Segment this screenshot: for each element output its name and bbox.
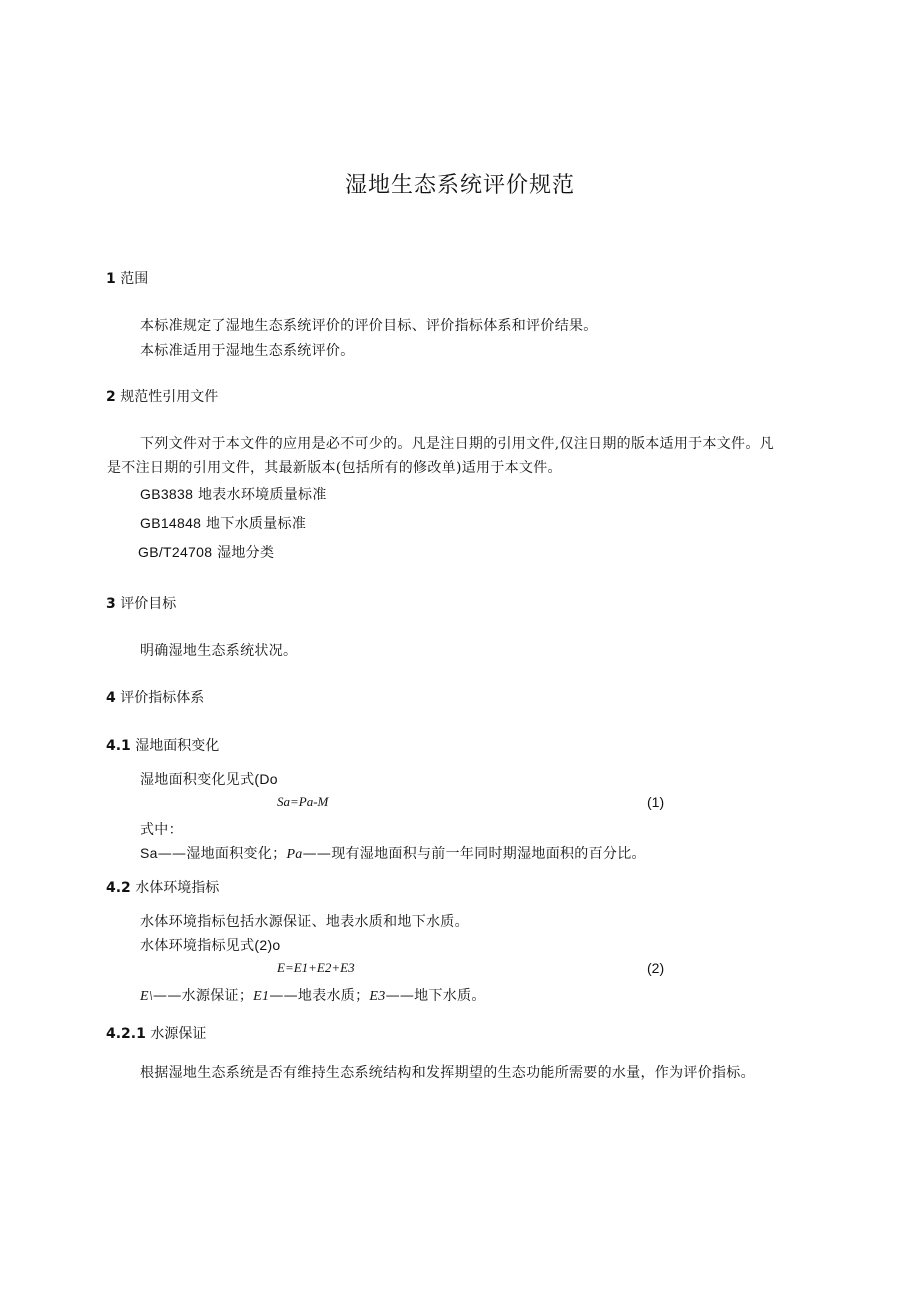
section-title: 规范性引用文件 bbox=[120, 389, 219, 405]
section-1-heading bbox=[106, 268, 148, 288]
area-change-intro bbox=[140, 769, 278, 789]
equation-number-2: (2) bbox=[647, 960, 665, 976]
equation-number-1: (1) bbox=[647, 794, 665, 810]
scope-line-2: 本标准适用于湿地生态系统评价。 bbox=[140, 343, 355, 359]
section-number: 4.2 bbox=[106, 880, 131, 896]
water-env-line-1: 水体环境指标包括水源保证、地表水质和地下水质。 bbox=[140, 914, 469, 930]
section-title: 水体环境指标 bbox=[135, 880, 220, 896]
reference-code: GB/T24708 bbox=[138, 544, 213, 560]
formula-1-definitions bbox=[140, 843, 646, 863]
section-number: 4.1 bbox=[106, 738, 131, 754]
line2-text: 水体环境指标见式 bbox=[140, 938, 255, 954]
water-env-line-2 bbox=[140, 935, 281, 955]
document-title: 湿地生态系统评价规范 bbox=[344, 173, 575, 198]
section-3-heading bbox=[106, 593, 176, 613]
normative-para-line-2: 是不注日期的引用文件，其最新版本(包括所有的修改单)适用于本文件。 bbox=[107, 460, 562, 476]
section-2-heading bbox=[106, 386, 218, 406]
symbol-e1: E\ bbox=[140, 989, 154, 1004]
reference-code: GB3838 bbox=[140, 486, 194, 502]
scope-line-1: 本标准规定了湿地生态系统评价的评价目标、评价指标体系和评价结果。 bbox=[140, 318, 598, 334]
symbol-e2: E1 bbox=[253, 989, 270, 1004]
reference-item bbox=[140, 513, 306, 533]
section-4-2-1-heading bbox=[106, 1023, 206, 1043]
reference-item bbox=[138, 542, 274, 562]
intro-text: 湿地面积变化见式 bbox=[140, 772, 255, 788]
reference-name: 地下水质量标准 bbox=[206, 516, 307, 532]
section-number: 4 bbox=[106, 690, 116, 706]
section-number: 4.2.1 bbox=[106, 1026, 146, 1042]
objective-line: 明确湿地生态系统状况。 bbox=[140, 643, 298, 659]
formula-2-definitions bbox=[140, 985, 486, 1005]
section-title: 评价指标体系 bbox=[120, 690, 205, 706]
section-title: 评价目标 bbox=[120, 596, 177, 612]
formula-reference: (Do bbox=[254, 771, 278, 787]
section-4-2-heading bbox=[106, 877, 219, 897]
section-4-heading bbox=[106, 687, 204, 707]
symbol-e3: E3 bbox=[369, 989, 386, 1004]
symbol-pa: Pa bbox=[286, 847, 303, 862]
reference-code: GB14848 bbox=[140, 515, 202, 531]
section-4-1-heading bbox=[106, 735, 219, 755]
symbol-sa: Sa bbox=[140, 845, 158, 861]
symbol-e1-definition: ——水源保证； bbox=[153, 988, 254, 1004]
section-title: 范围 bbox=[120, 271, 149, 287]
symbol-e2-definition: ——地表水质； bbox=[269, 988, 370, 1004]
normative-para-line-1: 下列文件对于本文件的应用是必不可少的。凡是注日期的引用文件,仅注日期的版本适用于本文件。凡 bbox=[140, 436, 774, 452]
symbol-pa-definition: ——现有湿地面积与前一年同时期湿地面积的百分比。 bbox=[302, 846, 646, 862]
section-title: 水源保证 bbox=[150, 1026, 207, 1042]
symbol-sa-definition: ——湿地面积变化； bbox=[157, 846, 287, 862]
formula-reference: (2)o bbox=[254, 937, 281, 953]
formula-2: E=E1+E2+E3 bbox=[277, 960, 355, 975]
reference-name: 湿地分类 bbox=[217, 545, 275, 561]
symbol-e3-definition: ——地下水质。 bbox=[385, 988, 486, 1004]
section-title: 湿地面积变化 bbox=[135, 738, 220, 754]
section-number: 2 bbox=[106, 389, 116, 405]
water-source-line: 根据湿地生态系统是否有维持生态系统结构和发挥期望的生态功能所需要的水量，作为评价指标。 bbox=[140, 1065, 755, 1081]
reference-item bbox=[140, 484, 327, 504]
section-number: 3 bbox=[106, 596, 116, 612]
section-number: 1 bbox=[106, 271, 116, 287]
formula-1: Sa=Pa-M bbox=[277, 794, 329, 809]
reference-name: 地表水环境质量标准 bbox=[197, 487, 327, 503]
where-label: 式中： bbox=[140, 822, 183, 838]
